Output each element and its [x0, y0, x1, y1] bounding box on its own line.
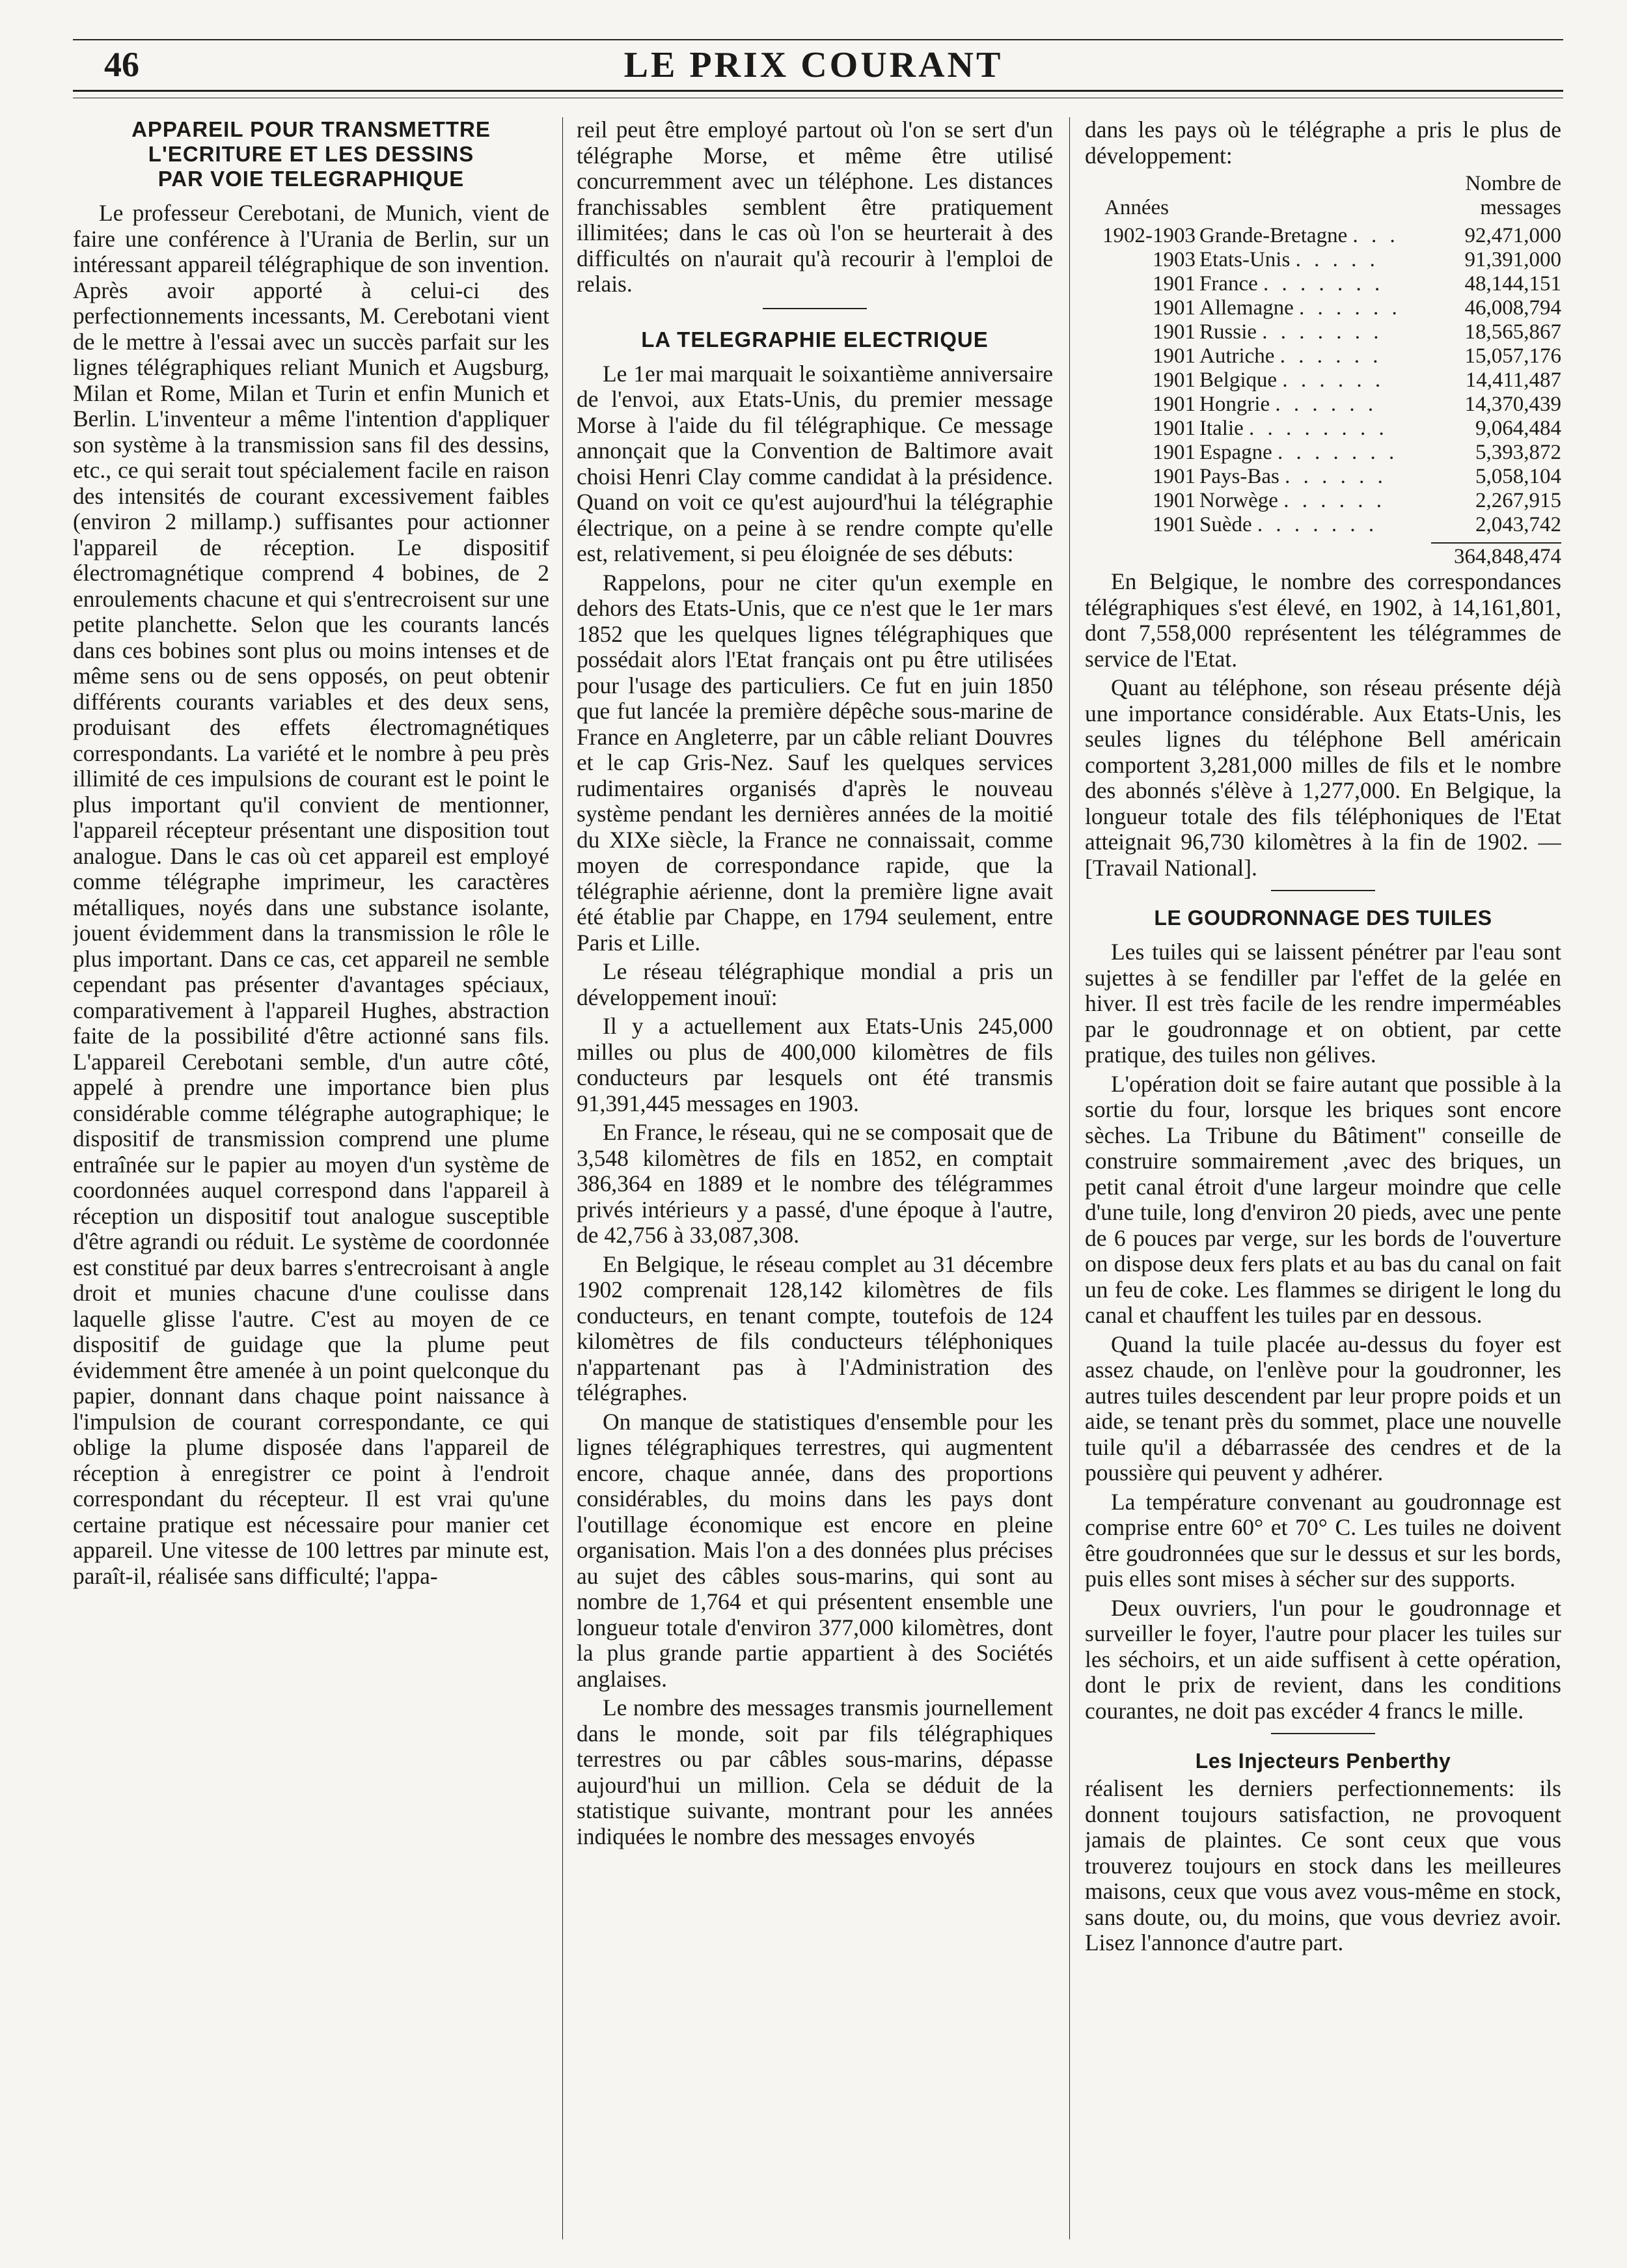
paragraph: Le réseau télégraphique mondial a pris un développement inouï:	[577, 958, 1053, 1010]
table-row	[1085, 368, 1561, 393]
country-name: Allemagne	[1199, 296, 1294, 320]
col-header-years: Années	[1104, 196, 1169, 219]
cell-country	[1199, 368, 1431, 393]
leader-dots: . . . . . .	[1283, 489, 1386, 512]
paragraph: reil peut être employé partout où l'on se sert d'un télégraphe Morse, et même être utilisé concurremment avec un téléphone. Les distances franchissables semblent être pratiquement illimitées; dans le cas où l'on se heurterait à des difficultés on n'aurait qu'à recourir à l'emploi de relais.	[577, 117, 1053, 297]
col-header-count-line2: messages	[1480, 196, 1561, 219]
page-number: 46	[104, 45, 139, 84]
cell-value: 14,411,487	[1465, 368, 1561, 392]
cell-country	[1199, 441, 1431, 465]
paragraph: En Belgique, le réseau complet au 31 décembre 1902 comprenait 128,142 kilomètres de fils conducteurs, en tenant compte, toutefois de 124 kilomètres de fils conducteurs téléphoniques n'appartenant pas à l'Administration des télégraphes.	[577, 1251, 1053, 1405]
country-name: Hongrie	[1199, 393, 1270, 416]
table-row	[1085, 296, 1561, 320]
paragraph: Le 1er mai marquait le soixantième anniversaire de l'envoi, aux Etats-Unis, du premier message Morse à l'aide du fil télégraphique. Ce message annonçait que la Convention de Baltimore avait choisi Henri Clay comme candidat à la présidence. Quand on voit ce qu'est aujourd'hui la télégraphie électrique, on a peine à se rendre compte qu'elle est, relativement, si peu éloignée de ses débuts:	[577, 360, 1053, 566]
section-separator	[763, 308, 867, 309]
cell-value: 48,144,151	[1464, 272, 1561, 296]
cell-country	[1199, 513, 1431, 537]
cell-country	[1199, 320, 1431, 344]
leader-dots: . . . . .	[1295, 248, 1379, 271]
country-name: Suède	[1199, 513, 1252, 536]
cell-year: 1901	[1153, 320, 1196, 344]
article-title-appareil	[73, 117, 549, 191]
cell-value: 2,043,742	[1475, 513, 1561, 536]
cell-value: 2,267,915	[1475, 489, 1561, 512]
table-row	[1085, 513, 1561, 537]
cell-value: 46,008,794	[1464, 296, 1561, 320]
cell-year: 1901	[1153, 513, 1196, 536]
cell-value: 18,565,867	[1464, 320, 1561, 344]
column-rule	[1069, 117, 1070, 2239]
paragraph: En Belgique, le nombre des correspondances télégraphiques s'est élevé, en 1902, à 14,161,801, dont 7,558,000 représentent les télégrammes de service de l'Etat.	[1085, 568, 1561, 672]
table-row	[1085, 441, 1561, 465]
cell-country	[1199, 224, 1431, 248]
cell-value: 91,391,000	[1464, 248, 1561, 271]
country-name: Russie	[1199, 320, 1257, 344]
paragraph: Les tuiles qui se laissent pénétrer par l'eau sont sujettes à se fendiller par l'effet de la gelée en hiver. Il est très facile de les rendre imperméables par le goudronnage et on obtient, par cette pratique, des tuiles non gélives.	[1085, 939, 1561, 1068]
country-name: Norwège	[1199, 489, 1278, 512]
leader-dots: . . . . . . .	[1262, 320, 1383, 344]
table-row	[1085, 272, 1561, 296]
title-line: PAR VOIE TELEGRAPHIQUE	[157, 167, 465, 191]
leader-dots: . . . . . .	[1282, 368, 1385, 392]
stats-table-header	[1085, 172, 1561, 220]
table-row	[1085, 393, 1561, 417]
country-name: Autriche	[1199, 344, 1275, 368]
table-row	[1085, 417, 1561, 441]
advert-title: Les Injecteurs Penberthy	[1195, 1749, 1451, 1773]
section-separator	[1271, 890, 1375, 891]
cell-country	[1199, 417, 1431, 441]
paragraph: Rappelons, pour ne citer qu'un exemple en dehors des Etats-Unis, que ce n'est que le 1er mars 1852 que les quelques lignes télégraphiques que possédait alors l'Etat français ont pu être utilisées pour l'usage des particuliers. Ce fut en juin 1850 que fut lancée la première dépêche sous-marine de France en Angleterre, par un câble reliant Douvres et le cap Gris-Nez. Sauf les quelques services rudimentaires organisés d'après le nouveau système pendant les dernières années de la moitié du XIXe siècle, la France ne connaissait, comme moyen de correspondance rapide, que la télégraphie aérienne, dont la première ligne avait été établie par Chappe, en 1794 seulement, entre Paris et Lille.	[577, 569, 1053, 956]
table-row	[1085, 489, 1561, 513]
journal-title: LE PRIX COURANT	[623, 45, 1004, 85]
table-row	[1085, 248, 1561, 272]
cell-value: 5,393,872	[1475, 441, 1561, 464]
cell-country	[1199, 344, 1431, 368]
cell-year: 1901	[1153, 393, 1196, 416]
cell-year: 1903	[1153, 248, 1196, 271]
cell-year: 1901	[1153, 272, 1196, 296]
leader-dots: . . . . . . .	[1278, 441, 1399, 464]
header-rule-bottom	[73, 90, 1563, 92]
messages-table	[1085, 224, 1561, 537]
table-row	[1085, 320, 1561, 344]
leader-dots: . . . . . .	[1275, 393, 1378, 416]
paragraph: Deux ouvriers, l'un pour le goudronnage et surveiller le foyer, l'autre pour placer les tuiles sur les séchoirs, et un aide suffisent à cette opération, dont le prix de revient, dans les conditions courantes, ne doit pas excéder 4 francs le mille.	[1085, 1594, 1561, 1724]
country-name: Etats-Unis	[1199, 248, 1291, 271]
country-name: Belgique	[1199, 368, 1278, 392]
cell-year: 1901	[1153, 441, 1196, 464]
paragraph: Quand la tuile placée au-dessus du foyer est assez chaude, on l'enlève pour la goudronner, les autres tuiles descendent par leur propre poids et un aide, se tenant près du sommet, place une nouvelle tuile qu'il a débarrassée des cendres et de la poussière qui peuvent y adhérer.	[1085, 1331, 1561, 1486]
cell-value: 14,370,439	[1464, 393, 1561, 416]
title-line: APPAREIL POUR TRANSMETTRE	[131, 117, 491, 141]
cell-value: 15,057,176	[1464, 344, 1561, 368]
column-rule	[562, 117, 563, 2239]
leader-dots: . . . . . . . .	[1249, 417, 1388, 440]
article-title-goudronnage: LE GOUDRONNAGE DES TUILES	[1154, 906, 1492, 930]
cell-value: 5,058,104	[1475, 465, 1561, 488]
leader-dots: . . . . . .	[1299, 296, 1401, 320]
section-separator	[1271, 1733, 1375, 1734]
paragraph: dans les pays où le télégraphe a pris le plus de développement:	[1085, 117, 1561, 169]
leader-dots: . . .	[1352, 224, 1399, 247]
leader-dots: . . . . . . .	[1263, 272, 1384, 296]
leader-dots: . . . . . .	[1279, 344, 1382, 368]
cell-country	[1199, 248, 1431, 272]
column-2	[577, 117, 1053, 2248]
title-line: L'ECRITURE ET LES DESSINS	[148, 142, 474, 166]
paragraph: Quant au téléphone, son réseau présente déjà une importance considérable. Aux Etats-Unis, les seules lignes du téléphone Bell américain comportent 3,281,000 milles de fils et le nombre des abonnés s'élève à 1,277,000. En Belgique, la longueur totale des fils téléphoniques de l'Etat atteignait 96,730 kilomètres à la fin de 1902. — [Travail National].	[1085, 674, 1561, 881]
col-header-count-line1: Nombre de	[1465, 172, 1561, 195]
column-1	[73, 117, 549, 2248]
cell-country	[1199, 393, 1431, 417]
paragraph: Le professeur Cerebotani, de Munich, vient de faire une conférence à l'Urania de Berlin, sur un intéressant appareil télégraphique de son invention. Après avoir apporté à celui-ci des perfectionnements incessants, M. Cerebotani vient de le mettre à l'essai avec un succès parfait sur les lignes télégraphiques reliant Munich et Augsburg, Milan et Rome, Milan et Turin et enfin Munich et Berlin. L'inventeur a même l'intention d'appliquer son système à la transmission sans fil des dessins, etc., ce qui serait tout spécialement facile en raison des intensités de courant excessivement faibles (environ 2 millamp.) suffisantes pour actionner l'appareil de réception. Le dispositif électromagnétique comprend 4 bobines, de 2 enroulements chacune et qui s'entrecroisent sur une petite planchette. Selon que les courants lancés dans ces bobines sont plus ou moins intenses et de même sens ou de sens opposés, on peut obtenir différents courants variables et des deux sens, produisant des effets électromagnétiques correspondants. La variété et le nombre à peu près illimité de ces impulsions de courant est le point le plus important qu'il convient de mentionner, l'appareil récepteur présentant une disposition tout analogue. Dans le cas où cet appareil est employé comme télégraphe imprimeur, les caractères métalliques, noyés dans une substance isolante, jouent évidemment dans la transmission le rôle le plus important. Dans ce cas, cet appareil ne semble cependant pas présenter d'avantages spéciaux, comparativement à l'appareil Hughes, abstraction faite de la possibilité d'être actionné sans fils. L'appareil Cerebotani semble, d'un autre côté, appelé à prendre une importance bien plus considérable comme télégraphe autographique; le dispositif de transmission comprend une plume entraînée sur le papier au moyen d'un système de coordonnées auquel correspond dans l'appareil à réception un dispositif tout analogue susceptible d'être agrandi ou réduit. Le système de coordonnée est constitué par deux barres s'entrecroisant à angle droit et munies chacune d'une coulisse dans laquelle glisse l'autre. C'est au moyen de ce dispositif de guidage que la plume peut évidemment être amenée à un point quelconque du papier, donnant dans chaque point naissance à l'impulsion de courant correspondante, ce qui oblige la plume disposée dans l'appareil de réception à enregistrer ce point à l'endroit correspondant du récepteur. Il est vrai qu'une certaine pratique est nécessaire pour manier cet appareil. Une vitesse de 100 lettres par minute est, paraît-il, réalisée sans difficulté; l'appa-	[73, 200, 549, 1589]
cell-country	[1199, 465, 1431, 489]
country-name: France	[1199, 272, 1258, 296]
country-name: Grande-Bretagne	[1199, 224, 1348, 247]
header-rule-top	[73, 39, 1563, 40]
paragraph: On manque de statistiques d'ensemble pour les lignes télégraphiques terrestres, qui augmentent encore, chaque année, dans des proportions considérables, du moins dans les pays dont l'outillage économique est encore en pleine organisation. Mais l'on a des données plus précises au sujet des câbles sous-marins, qui sont au nombre de 1,764 et qui présentent ensemble une longueur totale d'environ 377,000 kilomètres, dont la plus grande partie appartient à des Sociétés anglaises.	[577, 1408, 1053, 1692]
cell-year: 1901	[1153, 489, 1196, 512]
cell-country	[1199, 296, 1431, 320]
paragraph: En France, le réseau, qui ne se composait que de 3,548 kilomètres de fils en 1852, en comptait 386,364 en 1889 et le nombre des télégrammes privés intérieurs y a passé, d'une époque à l'autre, de 42,756 à 33,087,308.	[577, 1119, 1053, 1248]
country-name: Pays-Bas	[1199, 465, 1279, 488]
leader-dots: . . . . . . .	[1257, 513, 1378, 536]
table-row	[1085, 344, 1561, 368]
table-total: 364,848,474	[1431, 542, 1561, 569]
cell-year: 1901	[1153, 296, 1196, 320]
table-row	[1085, 465, 1561, 489]
cell-country	[1199, 489, 1431, 513]
cell-year: 1901	[1153, 368, 1196, 392]
paragraph: Le nombre des messages transmis journellement dans le monde, soit par fils télégraphiques terrestres ou par câbles sous-marins, dépasse aujourd'hui un million. Cela se déduit de la statistique suivante, montrant pour les années indiquées le nombre des messages envoyés	[577, 1694, 1053, 1849]
col-header-count	[1465, 172, 1561, 220]
cell-country	[1199, 272, 1431, 296]
paragraph: L'opération doit se faire autant que possible à la sortie du four, lorsque les briques sont encore sèches. La Tribune du Bâtiment" conseille de construire sommairement ,avec des briques, un petit canal étroit d'une largeur moindre que celle d'une tuile, long d'environ 20 pieds, avec une pente de 6 pouces par verge, sur les bords de l'ouverture on dispose deux fers plats et au bas du canal on fait un feu de coke. Les flammes se dirigent le long du canal et chauffent les tuiles par en dessous.	[1085, 1070, 1561, 1328]
article-title-telegraphie: LA TELEGRAPHIE ELECTRIQUE	[641, 327, 989, 352]
cell-value: 92,471,000	[1464, 224, 1561, 247]
country-name: Italie	[1199, 417, 1244, 440]
cell-year: 1901	[1153, 417, 1196, 440]
country-name: Espagne	[1199, 441, 1272, 464]
advert-text: réalisent les derniers perfectionnements: ils donnent toujours satisfaction, ne provoquent jamais de plaintes. Ce sont ceux que vous trouverez toujours en stock dans les meilleures maisons, ceux que vous avez vous-même en stock, sans doute, ou, du moins, que vous devriez avoir. Lisez l'annonce d'autre part.	[1085, 1775, 1561, 1956]
cell-year: 1902-1903	[1102, 224, 1196, 247]
cell-year: 1901	[1153, 465, 1196, 488]
cell-value: 9,064,484	[1475, 417, 1561, 440]
paragraph: Il y a actuellement aux Etats-Unis 245,000 milles ou plus de 400,000 kilomètres de fils conducteurs par lesquels ont été transmis 91,391,445 messages en 1903.	[577, 1013, 1053, 1116]
column-3	[1085, 117, 1561, 2248]
leader-dots: . . . . . .	[1285, 465, 1387, 488]
table-row	[1085, 224, 1561, 248]
paragraph: La température convenant au goudronnage est comprise entre 60° et 70° C. Les tuiles ne doivent être goudronnées que sur le dessus et sur les bords, puis elles sont mises à sécher sur des supports.	[1085, 1488, 1561, 1592]
cell-year: 1901	[1153, 344, 1196, 368]
